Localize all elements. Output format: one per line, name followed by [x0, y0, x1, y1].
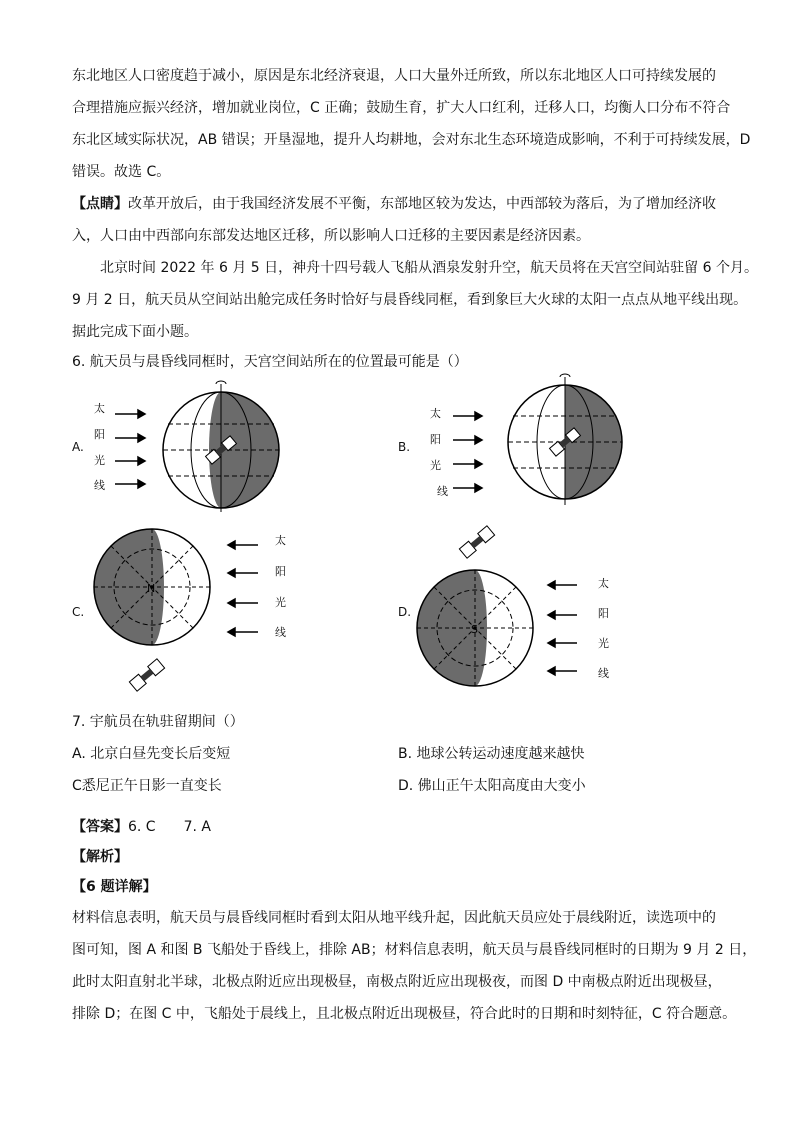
diagram-c: [90, 525, 270, 700]
option-7a: A. 北京白昼先变长后变短: [72, 746, 231, 762]
diagram-d: [415, 520, 595, 690]
analysis-label: 【解析】: [72, 849, 128, 865]
text-line: 排除 D；在图 C 中，飞船处于晨线上，且北极点附近出现极昼，符合此时的日期和时刻特征，C 符合题意。: [72, 1006, 737, 1022]
intro-line: 9 月 2 日，航天员从空间站出舱完成任务时恰好与晨昏线同框，看到象巨大火球的太阳一点点从地平线出现。: [72, 292, 748, 308]
option-d-label: D.: [398, 605, 412, 619]
intro-line: 据此完成下面小题。: [72, 324, 198, 340]
answer-label: 【答案】: [72, 819, 128, 835]
text-line: 东北区域实际状况，AB 错误；开垦湿地，提升人均耕地，会对东北生态环境造成影响，不利于可持续发展，D: [72, 132, 751, 148]
sun-char: 线: [94, 479, 105, 492]
intro-line: 北京时间 2022 年 6 月 5 日，神舟十四号载人飞船从酒泉发射升空，航天员将在天宫空间站驻留 6 个月。: [100, 260, 758, 276]
dianjing-label: 【点睛】: [72, 196, 128, 212]
sun-char: 光: [275, 596, 286, 609]
dianjing-line: [72, 194, 716, 214]
option-c-label: C.: [72, 605, 85, 619]
option-7c: C悉尼正午日影一直变长: [72, 778, 222, 794]
dianjing-text: 改革开放后，由于我国经济发展不平衡，东部地区较为发达，中西部较为落后，为了增加经济收: [128, 196, 716, 212]
sun-char: 光: [598, 637, 609, 650]
sun-char: 光: [94, 454, 105, 467]
sun-char: 阳: [275, 565, 286, 578]
question-7-stem: 7. 宇航员在轨驻留期间（）: [72, 714, 244, 730]
question-6-stem: 6. 航天员与晨昏线同框时，天宫空间站所在的位置最可能是（）: [72, 354, 468, 370]
option-b-label: B.: [398, 440, 411, 454]
option-7d: D. 佛山正午太阳高度由大变小: [398, 778, 586, 794]
svg-text:N: N: [147, 582, 156, 595]
diagram-b: [445, 372, 625, 507]
svg-text:S: S: [471, 623, 478, 636]
sun-char: 阳: [430, 433, 441, 446]
detail-label: 【6 题详解】: [72, 879, 157, 895]
sun-char: 线: [275, 626, 286, 639]
sun-char: 线: [437, 485, 448, 498]
sun-char: 太: [275, 534, 286, 547]
sun-char: 太: [598, 577, 609, 590]
sun-char: 线: [598, 667, 609, 680]
sun-char: 阳: [598, 607, 609, 620]
text-line: 入，人口由中西部向东部发达地区迁移，所以影响人口迁移的主要因素是经济因素。: [72, 228, 590, 244]
text-line: 错误。故选 C。: [72, 164, 171, 180]
sun-char: 光: [430, 459, 441, 472]
text-line: 图可知，图 A 和图 B 飞船处于昏线上，排除 AB；材料信息表明，航天员与晨昏线同框时的日期为 9 月 2 日，: [72, 942, 757, 958]
text-line: 此时太阳直射北半球，北极点附近应出现极昼，南极点附近应出现极夜，而图 D 中南极点附近出现极昼，: [72, 974, 722, 990]
text-line: 材料信息表明，航天员与晨昏线同框时看到太阳从地平线升起，因此航天员应处于晨线附近，读选项中的: [72, 910, 716, 926]
answer-text: 6. C 7. A: [128, 819, 211, 835]
option-a-label: A.: [72, 440, 84, 454]
sun-char: 太: [430, 407, 441, 420]
text-line: 东北地区人口密度趋于减小，原因是东北经济衰退，人口大量外迁所致，所以东北地区人口可持续发展的: [72, 68, 716, 84]
text-line: 合理措施应振兴经济，增加就业岗位，C 正确；鼓励生育，扩大人口红利，迁移人口，均衡人口分布不符合: [72, 100, 731, 116]
diagram-a: [110, 380, 290, 515]
sun-char: 阳: [94, 428, 105, 441]
answer-line: [72, 817, 211, 837]
sun-char: 太: [94, 402, 105, 415]
option-7b: B. 地球公转运动速度越来越快: [398, 746, 585, 762]
